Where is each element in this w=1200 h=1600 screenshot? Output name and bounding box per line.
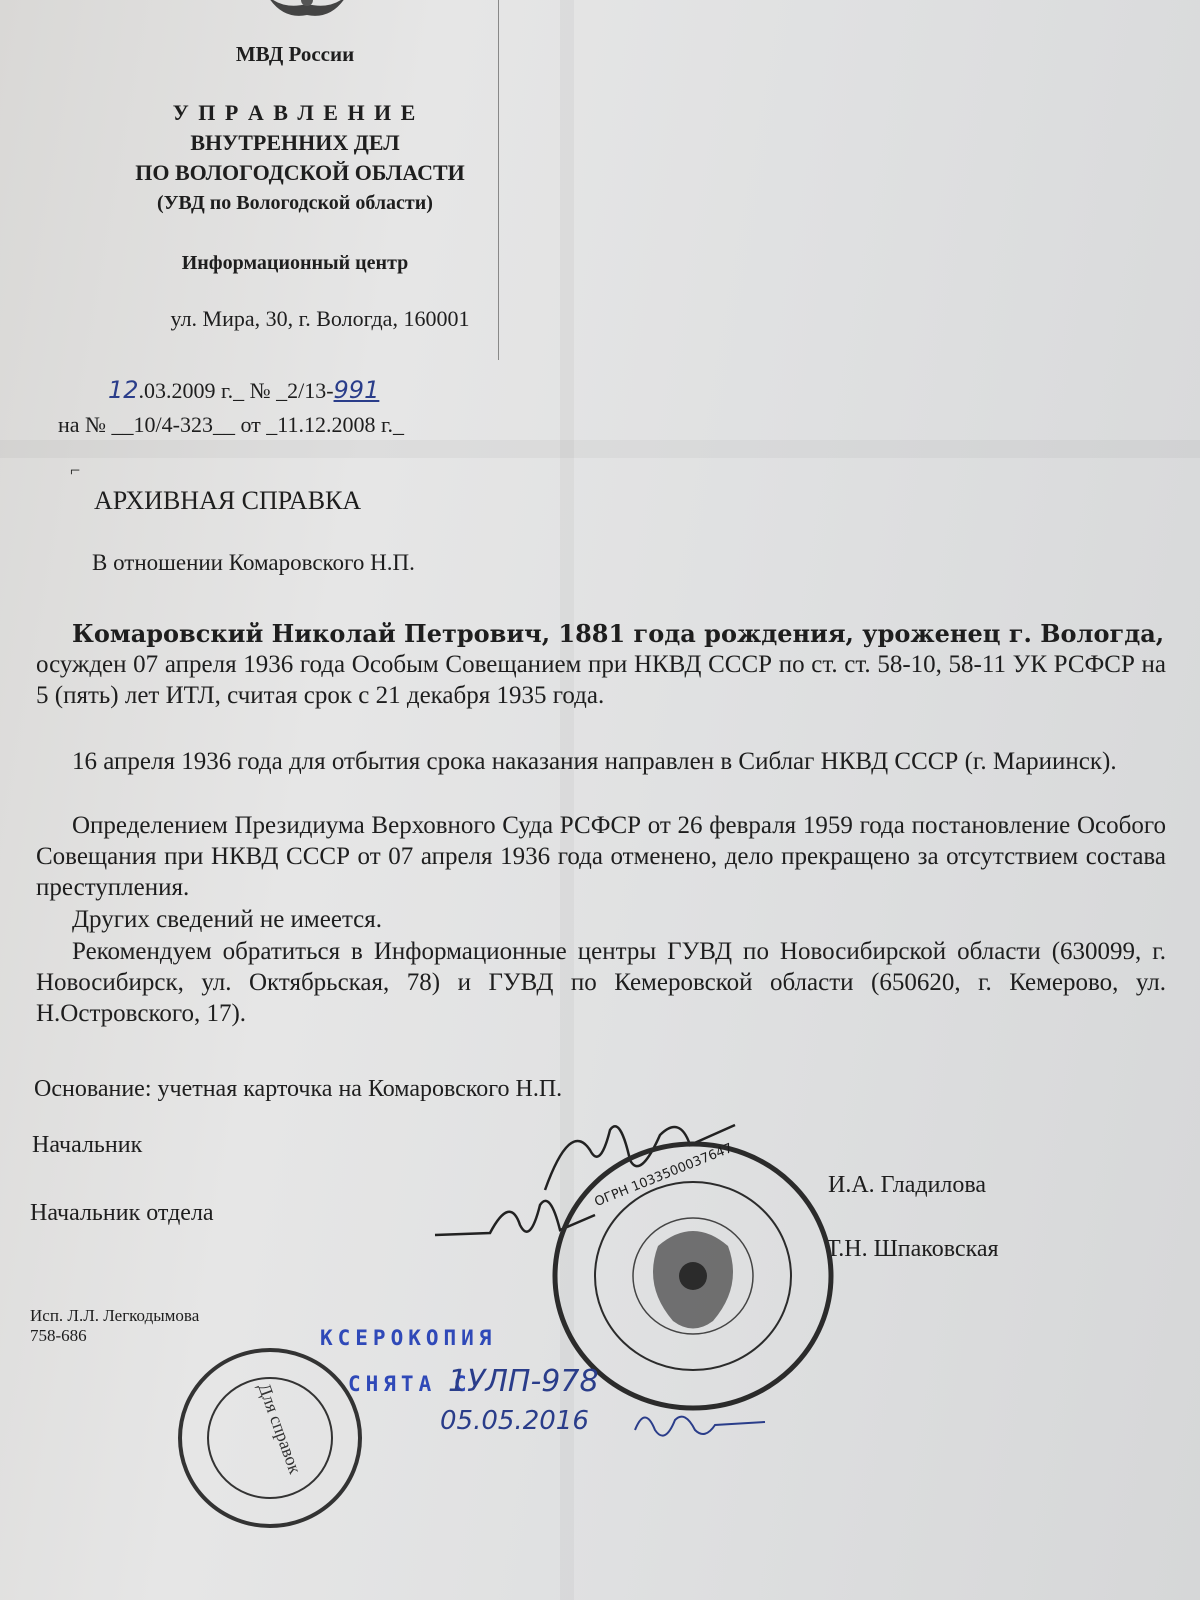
chief-title: Начальник [32, 1132, 143, 1158]
paragraph-4: Других сведений не имеется. [72, 906, 383, 933]
reply-ref: на № __10/4-323__ от _11.12.2008 г._ [58, 412, 405, 437]
copy-stamp-line1: КСЕРОКОПИЯ [320, 1326, 497, 1350]
small-seal-icon [176, 1346, 364, 1530]
paragraph-3: Определением Президиума Верховного Суда РСФСР от 26 февраля 1959 года постановление Особого Совещания при НКВД СССР от 07 апреля 1936 года отменено, дело прекращено за отсутствием состава преступления. [36, 812, 1166, 901]
paragraph-1 [36, 618, 1166, 711]
copy-code-handwritten: 1УЛП-978 [448, 1364, 599, 1399]
number-handwritten: 991 [333, 376, 380, 404]
copy-stamp-line2: СНЯТА С [348, 1372, 472, 1396]
address: ул. Мира, 30, г. Вологда, 160001 [170, 306, 470, 331]
doc-title: АРХИВНАЯ СПРАВКА [94, 486, 362, 515]
date-and-number: .03.2009 г._ № _2/13- [138, 378, 334, 403]
executor-name: Исп. Л.Л. Легкодымова [30, 1306, 200, 1325]
unit-name: Информационный центр [181, 252, 409, 274]
paragraph-5: Рекомендуем обратиться в Информационные центры ГУВД по Новосибирской области (630099, г. Новосибирск, ул. Октябрьская, 78) и ГУВД по Кемеровской области (650620, г. Кемерово, ул. Н.Островского, 17). [36, 938, 1166, 1027]
dept-line-4: (УВД по Вологодской области) [157, 192, 433, 214]
dept-line-1: У П Р А В Л Е Н И Е [172, 100, 418, 125]
dept-chief-title: Начальник отдела [30, 1200, 214, 1226]
chief-name: И.А. Гладилова [828, 1172, 987, 1198]
seal-ogrn: ОГРН 1033500037647 [592, 1140, 735, 1211]
ministry-name: МВД России [235, 42, 355, 66]
corner-mark: ⌐ [70, 460, 81, 480]
paragraph-2: 16 апреля 1936 года для отбытия срока наказания направлен в Сиблаг НКВД СССР (г. Мариинск). [72, 748, 1117, 775]
sentence-text: осужден 07 апреля 1936 года Особым Совещанием при НКВД СССР по ст. ст. 58-10, 58-11 УК РСФСР на 5 (пять) лет ИТЛ, считая срок с 21 декабря 1935 года. [36, 651, 1166, 709]
outgoing-ref [108, 376, 379, 404]
executor-phone: 758-686 [30, 1326, 87, 1345]
dept-line-3: ПО ВОЛОГОДСКОЙ ОБЛАСТИ [135, 160, 465, 185]
emblem-icon [262, 0, 352, 30]
dept-line-2: ВНУТРЕННИХ ДЕЛ [190, 130, 400, 155]
basis-line: Основание: учетная карточка на Комаровского Н.П. [34, 1076, 563, 1102]
copy-date-handwritten: 05.05.2016 [440, 1406, 589, 1436]
doc-subject: В отношении Комаровского Н.П. [92, 550, 415, 575]
date-day-handwritten: 12 [108, 376, 139, 404]
person-heading: Комаровский Николай Петрович, 1881 года рождения, уроженец г. Вологда, [72, 619, 1165, 648]
copy-signature [630, 1400, 770, 1450]
paper-fold [0, 440, 1200, 458]
small-seal-center: Для справок [254, 1380, 306, 1477]
dept-chief-name: Т.Н. Шпаковская [826, 1236, 999, 1262]
